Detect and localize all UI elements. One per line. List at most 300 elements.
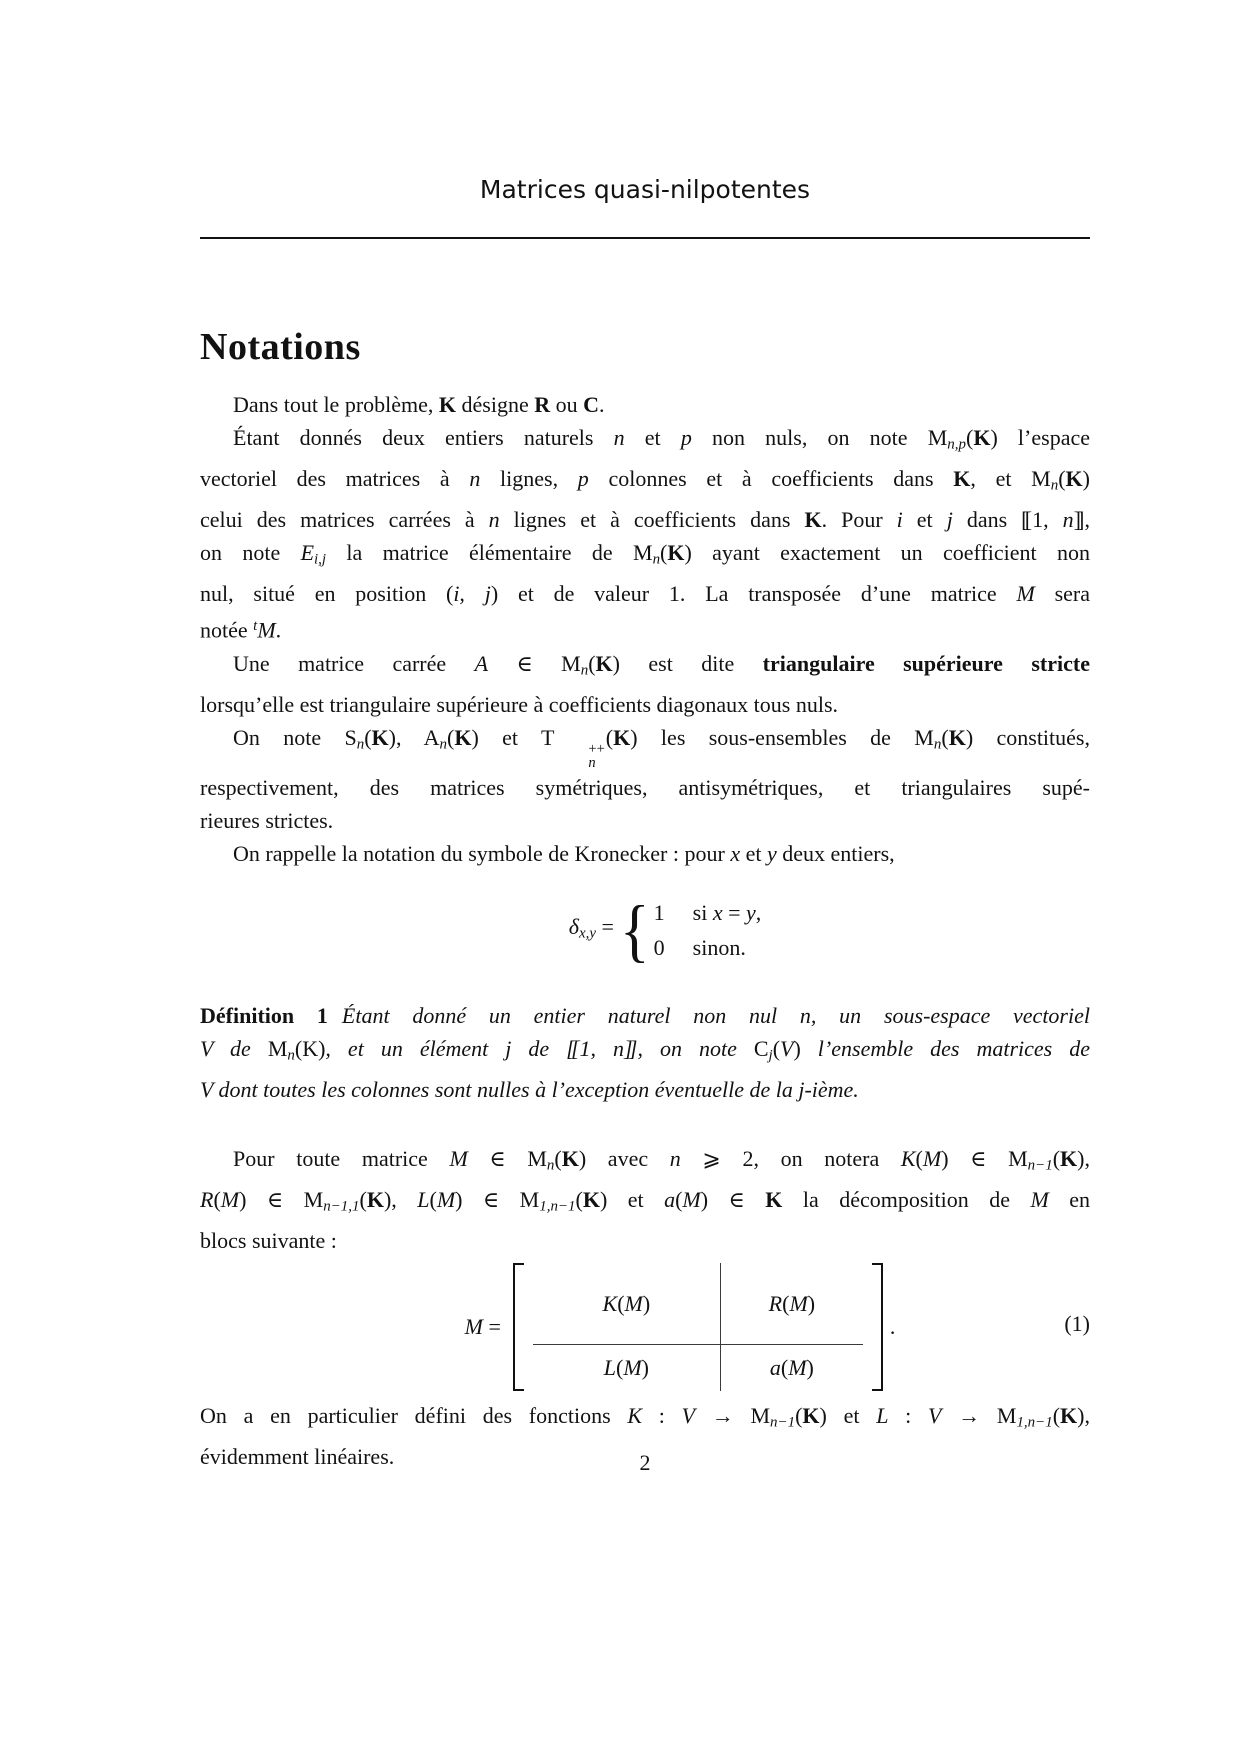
- text-fragment: M: [922, 1146, 942, 1172]
- text-segment: [200, 1036, 268, 1061]
- matrix-cell-bl: [533, 1345, 721, 1391]
- text-fragment: (: [554, 1146, 562, 1172]
- text-fragment: On note S: [233, 725, 357, 751]
- text-segment: [314, 551, 326, 567]
- intro-k-paragraph: [200, 388, 1090, 421]
- text-fragment: , on note: [637, 1036, 754, 1062]
- text-fragment: t: [253, 618, 258, 635]
- text-segment: [788, 1351, 806, 1384]
- text-fragment: vectoriel des matrices à: [200, 466, 470, 492]
- text-segment: [682, 1403, 695, 1428]
- text-fragment: Une matrice carrée: [233, 651, 475, 677]
- text-segment: [364, 725, 371, 750]
- page-content: [200, 0, 1090, 1473]
- text-segment: [820, 1403, 877, 1428]
- text-fragment: L: [876, 1403, 889, 1429]
- text-fragment: Étant donné un entier naturel non nul n, un sous-espace vectoriel: [341, 1002, 1090, 1028]
- text-fragment: n: [356, 736, 365, 753]
- text-fragment: lignes et à coefficients dans: [499, 506, 805, 532]
- text-fragment: la décomposition de: [782, 1186, 1031, 1212]
- text-segment: [802, 1403, 819, 1428]
- text-segment: [468, 1146, 547, 1171]
- text-fragment: (: [616, 1355, 624, 1381]
- text-segment: [614, 425, 625, 450]
- text-fragment: a: [769, 1355, 781, 1381]
- text-segment: [437, 1187, 455, 1212]
- equation-number: (1): [1064, 1310, 1090, 1336]
- text-segment: [233, 651, 475, 676]
- text-fragment: lorsqu’elle est triangulaire supérieure à coefficients diagonaux tous nuls.: [200, 691, 838, 717]
- text-segment: [763, 651, 1090, 676]
- text-fragment: (: [660, 540, 668, 566]
- text-fragment: n: [580, 662, 589, 679]
- text-fragment: n: [933, 736, 942, 753]
- text-segment: [342, 1003, 1090, 1028]
- text-segment: [613, 725, 630, 750]
- text-segment: [200, 775, 1090, 800]
- text-segment: [1028, 1158, 1053, 1174]
- text-fragment: ou: [550, 392, 584, 417]
- text-line: [200, 1224, 1090, 1257]
- text-segment: [973, 425, 990, 450]
- text-fragment: ) avec: [578, 1146, 670, 1172]
- text-fragment: j: [946, 506, 953, 532]
- text-fragment: 1,n−1: [1016, 1414, 1053, 1431]
- text-segment: [469, 466, 480, 491]
- text-fragment: blocs suivante :: [200, 1227, 337, 1253]
- text-fragment: ,: [755, 900, 762, 926]
- text-fragment: triangulaire supérieure stricte: [762, 651, 1090, 677]
- text-fragment: et: [740, 841, 767, 867]
- kronecker-definition: [200, 889, 1090, 973]
- text-fragment: (: [795, 1403, 803, 1429]
- text-segment: [888, 1403, 928, 1428]
- text-fragment: L: [603, 1355, 616, 1381]
- text-line: [200, 1032, 1090, 1073]
- text-segment: [1066, 466, 1083, 491]
- text-segment: [323, 1198, 359, 1214]
- text-segment: [576, 1187, 583, 1212]
- text-segment: [453, 581, 491, 606]
- text-segment: [359, 1187, 366, 1212]
- text-line: [200, 688, 1090, 721]
- text-fragment: x,y: [578, 925, 596, 942]
- text-fragment: M: [789, 1290, 808, 1316]
- text-segment: [807, 1351, 814, 1384]
- text-segment: [730, 841, 740, 866]
- text-segment: [465, 1314, 483, 1339]
- text-segment: [454, 725, 471, 750]
- case-value: 1: [653, 900, 665, 926]
- text-segment: [808, 1287, 815, 1320]
- text-fragment: n,p: [947, 436, 966, 453]
- text-fragment: V: [927, 1403, 942, 1429]
- text-segment: [276, 618, 282, 643]
- text-segment: [475, 651, 488, 676]
- text-fragment: ): [1082, 466, 1090, 492]
- text-segment: [625, 425, 681, 450]
- text-segment: [681, 1146, 901, 1171]
- text-segment: [1053, 1146, 1060, 1171]
- text-segment: [456, 392, 534, 417]
- cases-rows: [654, 898, 762, 963]
- text-line: [200, 1183, 1090, 1224]
- text-fragment: nul, situé en position (: [200, 580, 454, 606]
- case-row: [654, 898, 762, 928]
- text-segment: [489, 507, 500, 532]
- text-fragment: évidemment linéaires.: [200, 1443, 395, 1469]
- text-fragment: V de: [200, 1036, 268, 1062]
- text-fragment: M: [682, 1186, 701, 1212]
- body-blocks: [200, 388, 1090, 1473]
- text-fragment: =: [482, 1314, 501, 1340]
- text-fragment: 1, n: [579, 1036, 625, 1062]
- text-segment: [793, 1036, 800, 1061]
- text-fragment: celui des matrices carrées à: [200, 506, 489, 532]
- matrix-cell-tr: [721, 1263, 863, 1345]
- text-fragment: a: [664, 1186, 676, 1212]
- text-segment: [455, 1187, 539, 1212]
- text-fragment: 1,: [1032, 506, 1063, 532]
- text-segment: [200, 466, 469, 491]
- text-fragment: V: [681, 1403, 696, 1429]
- text-segment: [693, 900, 713, 925]
- text-segment: [780, 1036, 793, 1061]
- text-segment: [713, 900, 723, 925]
- text-fragment: ]]: [1073, 506, 1081, 532]
- text-segment: [257, 618, 275, 643]
- text-segment: [200, 808, 333, 833]
- text-segment: [233, 425, 614, 450]
- text-segment: [389, 725, 440, 750]
- text-span: ++: [588, 740, 605, 757]
- text-fragment: C: [583, 392, 600, 417]
- text-fragment: i, j: [453, 580, 491, 606]
- text-span: n: [588, 755, 596, 772]
- text-line: [200, 462, 1090, 503]
- text-fragment: ⩾ 2, on notera: [680, 1146, 901, 1172]
- text-segment: [200, 618, 253, 643]
- text-line: [200, 771, 1090, 804]
- text-fragment: K: [561, 1146, 579, 1172]
- text-segment: [1035, 581, 1090, 606]
- text-line: [200, 1073, 1090, 1106]
- text-segment: [239, 1187, 323, 1212]
- text-segment: [599, 392, 605, 417]
- text-fragment: ) et de valeur 1. La transposée d’une matrice: [490, 580, 1017, 606]
- text-segment: [534, 392, 550, 417]
- text-segment: [701, 1187, 766, 1212]
- text-segment: [769, 1287, 782, 1320]
- text-segment: [643, 1287, 650, 1320]
- text-fragment: . Pour: [821, 506, 897, 532]
- text-fragment: ) ∈: [700, 1186, 766, 1212]
- text-fragment: (: [364, 725, 372, 751]
- text-fragment: K: [627, 1403, 643, 1429]
- text-fragment: y: [746, 900, 756, 926]
- text-segment: [583, 392, 599, 417]
- subsets-notation-paragraph: [200, 721, 1090, 837]
- text-fragment: ]]: [624, 1036, 634, 1062]
- block-decomposition-paragraph: [200, 1142, 1090, 1257]
- block-matrix: [513, 1263, 883, 1391]
- text-fragment: ) l’espace: [990, 425, 1090, 451]
- text-fragment: [[: [566, 1036, 576, 1062]
- text-fragment: L: [417, 1186, 430, 1212]
- text-fragment: M: [267, 1036, 288, 1062]
- text-segment: [653, 551, 660, 567]
- text-fragment: n: [546, 1157, 555, 1174]
- text-segment: [1077, 1146, 1090, 1171]
- text-fragment: (: [605, 725, 614, 751]
- text-fragment: on note: [200, 540, 301, 566]
- text-line: [200, 1142, 1090, 1183]
- text-fragment: =: [722, 900, 747, 926]
- text-segment: [550, 392, 583, 417]
- text-segment: [583, 1187, 600, 1212]
- text-fragment: M: [464, 1314, 483, 1340]
- header-rule: [200, 237, 1090, 239]
- text-segment: [613, 651, 763, 676]
- text-segment: [923, 1146, 941, 1171]
- text-fragment: sinon.: [692, 935, 746, 961]
- text-segment: [200, 1403, 627, 1428]
- text-segment: [966, 725, 1090, 750]
- text-fragment: n: [652, 551, 661, 568]
- section-heading: Notations: [200, 326, 361, 368]
- text-fragment: M: [220, 1186, 240, 1212]
- text-fragment: ),: [1077, 1403, 1090, 1429]
- text-fragment: x: [730, 841, 741, 867]
- text-segment: [480, 466, 577, 491]
- text-segment: [756, 900, 762, 925]
- text-fragment: ) et: [599, 1186, 665, 1212]
- text-fragment: K: [438, 392, 457, 417]
- text-fragment: colonnes et à coefficients dans: [588, 466, 954, 492]
- text-segment: [630, 725, 934, 750]
- text-segment: [1083, 466, 1090, 491]
- text-fragment: V dont toutes les colonnes sont nulles à l’exception éventuelle de la j-ième.: [200, 1076, 859, 1102]
- text-segment: [562, 1146, 579, 1171]
- text-segment: [681, 425, 692, 450]
- text-fragment: et: [624, 425, 681, 451]
- text-fragment: ) ∈ M: [455, 1186, 540, 1212]
- text-segment: [483, 1314, 501, 1339]
- text-fragment: K: [1065, 466, 1083, 492]
- text-segment: [589, 466, 954, 491]
- text-fragment: ,: [1084, 506, 1091, 532]
- equation-lhs: [465, 1310, 501, 1343]
- text-segment: [941, 1146, 1027, 1171]
- text-segment: [822, 507, 897, 532]
- text-fragment: ∈ M: [467, 1146, 547, 1172]
- right-bracket: [872, 1263, 883, 1391]
- text-fragment: x: [712, 900, 723, 926]
- text-segment: [440, 737, 447, 753]
- text-segment: [372, 725, 389, 750]
- text-fragment: (: [1052, 1403, 1061, 1429]
- text-segment: [740, 841, 767, 866]
- text-fragment: (: [782, 1290, 790, 1316]
- text-fragment: , et M: [970, 466, 1051, 492]
- text-segment: [233, 392, 439, 417]
- text-fragment: → M: [941, 1403, 1017, 1429]
- text-segment: [268, 1036, 288, 1061]
- text-fragment: (: [1052, 1146, 1061, 1172]
- text-fragment: (: [1058, 466, 1066, 492]
- text-fragment: respectivement, des matrices symétriques, antisymétriques, et triangulaires supé-: [200, 774, 1090, 800]
- kronecker-intro-paragraph: [200, 837, 1090, 870]
- text-segment: [488, 651, 581, 676]
- page-number: 2: [639, 1450, 651, 1475]
- text-fragment: (: [359, 1186, 367, 1212]
- text-segment: [773, 1036, 780, 1061]
- text-fragment: K: [802, 1403, 820, 1429]
- text-fragment: K: [602, 1290, 618, 1316]
- text-fragment: n: [469, 466, 481, 492]
- text-fragment: :: [888, 1403, 928, 1429]
- matrix-cell-br: [721, 1345, 863, 1391]
- text-fragment: i,j: [314, 551, 327, 568]
- text-fragment: sera: [1034, 580, 1091, 606]
- text-fragment: n: [287, 1047, 295, 1064]
- text-segment: [1077, 1403, 1090, 1428]
- text-fragment: ) et: [819, 1403, 877, 1429]
- text-fragment: ): [642, 1290, 651, 1316]
- text-fragment: A: [474, 651, 489, 677]
- text-segment: [233, 841, 730, 866]
- text-fragment: (: [429, 1186, 437, 1212]
- text-fragment: R: [534, 392, 551, 417]
- text-segment: [233, 725, 357, 750]
- text-segment: [603, 1287, 618, 1320]
- text-fragment: K: [371, 725, 389, 751]
- text-segment: [804, 507, 821, 532]
- text-segment: [770, 1351, 781, 1384]
- text-segment: [949, 725, 966, 750]
- text-fragment: ): [793, 1036, 801, 1062]
- text-segment: [1060, 1403, 1077, 1428]
- equation-period: .: [889, 1314, 896, 1340]
- text-segment: [367, 1187, 384, 1212]
- text-fragment: M: [1016, 580, 1035, 606]
- text-fragment: .: [275, 617, 282, 643]
- text-line: [200, 388, 1090, 421]
- matrix-cell-tl: [533, 1263, 721, 1345]
- text-fragment: M: [623, 1355, 642, 1381]
- text-segment: [695, 1403, 770, 1428]
- text-fragment: E: [300, 540, 315, 566]
- text-fragment: =: [595, 914, 614, 940]
- definition-1-paragraph: [200, 999, 1090, 1107]
- text-fragment: ) ∈ M: [941, 1146, 1028, 1172]
- text-segment: [200, 692, 838, 717]
- text-segment: [1063, 507, 1074, 532]
- text-fragment: K: [804, 506, 822, 532]
- text-segment: [491, 581, 1017, 606]
- text-fragment: K: [765, 1186, 783, 1212]
- text-segment: [767, 841, 777, 866]
- text-line: [200, 536, 1090, 577]
- text-segment: [554, 1146, 561, 1171]
- text-segment: [953, 507, 1063, 532]
- triangular-definition-paragraph: [200, 647, 1090, 721]
- text-segment: [901, 1146, 916, 1171]
- text-fragment: p: [577, 466, 589, 492]
- matrix-grid: [533, 1263, 863, 1391]
- text-fragment: C: [753, 1036, 769, 1062]
- text-segment: [429, 1187, 436, 1212]
- text-fragment: (: [617, 1290, 625, 1316]
- text-fragment: M: [1030, 1186, 1049, 1212]
- text-segment: [287, 1047, 294, 1063]
- text-fragment: ) ∈ M: [239, 1186, 324, 1212]
- text-segment: [754, 1036, 769, 1061]
- text-segment: [941, 1403, 1016, 1428]
- text-fragment: ), A: [388, 725, 440, 751]
- block-decomposition-equation: [200, 1263, 1090, 1391]
- text-segment: [439, 392, 456, 417]
- text-fragment: On a en particulier défini des fonctions: [200, 1403, 628, 1429]
- text-fragment: K: [595, 651, 613, 677]
- text-fragment: n−1,1: [323, 1198, 360, 1215]
- text-fragment: non nuls, on note M: [691, 425, 948, 451]
- case-value: 0: [653, 935, 665, 961]
- text-fragment: Étant donnés deux entiers naturels: [233, 425, 614, 451]
- text-line: [200, 577, 1090, 610]
- text-fragment: y: [766, 841, 777, 867]
- text-fragment: deux entiers,: [776, 841, 895, 867]
- text-fragment: K: [948, 725, 966, 751]
- text-segment: [569, 914, 579, 939]
- text-segment: [1060, 1146, 1077, 1171]
- text-segment: [953, 466, 970, 491]
- text-segment: [579, 1146, 670, 1171]
- text-fragment: R: [768, 1290, 783, 1316]
- text-fragment: K: [973, 425, 991, 451]
- text-fragment: n: [669, 1146, 681, 1172]
- text-segment: [693, 935, 746, 960]
- text-line: [200, 999, 1090, 1032]
- text-segment: [233, 1146, 449, 1171]
- text-fragment: [[: [1021, 506, 1029, 532]
- text-segment: [500, 507, 805, 532]
- text-fragment: ) les sous-ensembles de M: [630, 725, 934, 751]
- text-fragment: K: [953, 466, 971, 492]
- text-fragment: K: [454, 725, 472, 751]
- text-segment: [604, 1351, 616, 1384]
- text-line: [200, 721, 1090, 770]
- text-fragment: δ: [568, 914, 579, 940]
- text-segment: [588, 651, 595, 676]
- text-fragment: n: [488, 506, 500, 532]
- text-fragment: ) et T: [471, 725, 555, 751]
- text-segment: [600, 1187, 664, 1212]
- text-fragment: si: [692, 900, 713, 926]
- text-fragment: rieures strictes.: [200, 807, 334, 833]
- text-fragment: M: [449, 1146, 468, 1172]
- text-segment: [664, 1187, 675, 1212]
- text-fragment: (: [780, 1355, 789, 1381]
- text-fragment: (: [772, 1036, 781, 1062]
- text-segment: [746, 900, 756, 925]
- text-fragment: On rappelle la notation du symbole de Kronecker : pour: [233, 841, 731, 867]
- text-segment: [723, 900, 746, 925]
- text-fragment: Définition 1: [200, 1002, 328, 1028]
- text-fragment: M: [788, 1355, 807, 1381]
- text-fragment: K: [582, 1186, 600, 1212]
- text-segment: [782, 1187, 1030, 1212]
